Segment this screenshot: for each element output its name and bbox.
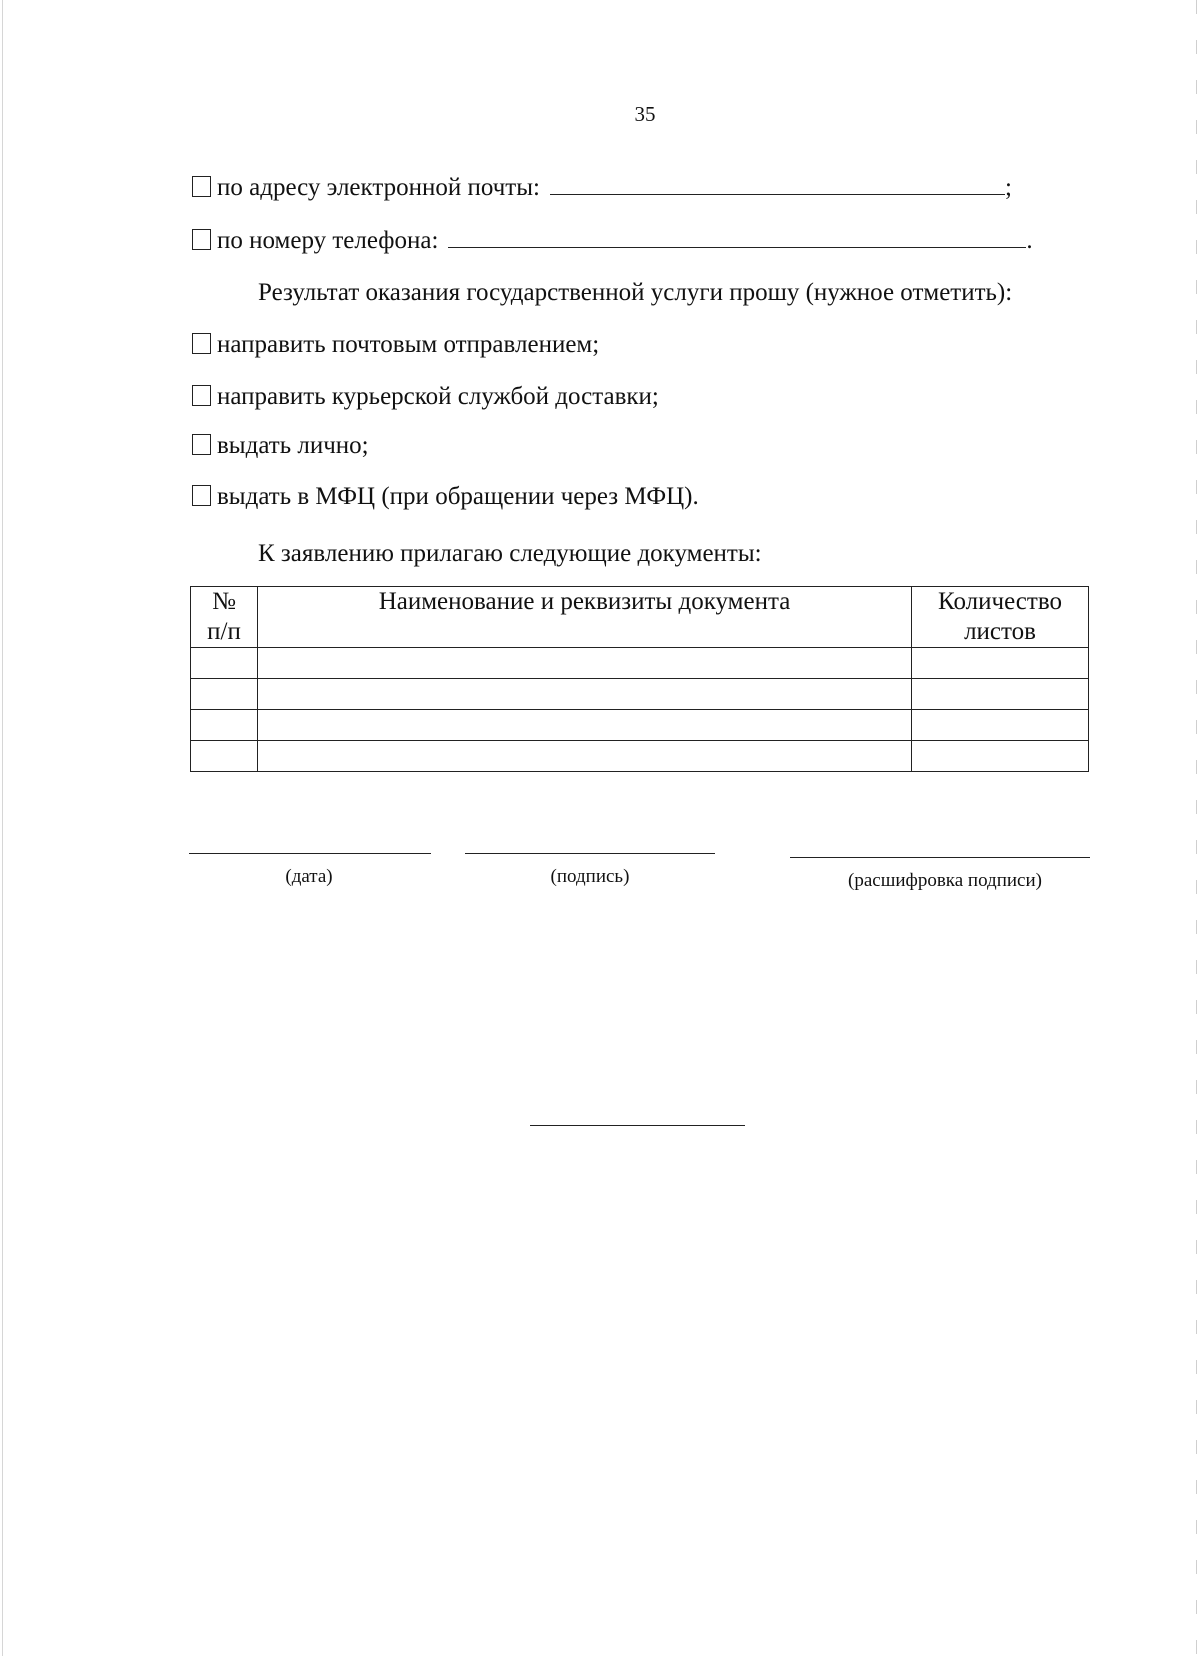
result-checkbox[interactable] xyxy=(192,385,211,406)
result-option-label: выдать лично; xyxy=(217,432,369,459)
table-header-number: № п/п xyxy=(191,587,258,648)
result-checkbox[interactable] xyxy=(192,434,211,455)
phone-label: по номеру телефона: xyxy=(217,227,439,254)
signature-decoding-caption: (расшифровка подписи) xyxy=(848,870,1042,891)
phone-field[interactable] xyxy=(448,225,1026,248)
signature-line[interactable] xyxy=(465,853,715,854)
email-end: ; xyxy=(1004,174,1012,201)
table-cell[interactable] xyxy=(258,710,912,741)
table-row xyxy=(191,648,1089,679)
table-cell[interactable] xyxy=(912,648,1089,679)
result-option xyxy=(192,382,659,412)
signature-caption: (подпись) xyxy=(550,866,630,887)
date-caption: (дата) xyxy=(285,866,333,887)
closing-line xyxy=(530,1125,745,1126)
result-option-label: направить курьерской службой доставки; xyxy=(217,383,659,410)
scan-edge-right xyxy=(1196,0,1197,1656)
table-row xyxy=(191,679,1089,710)
scan-edge-left xyxy=(2,0,3,1656)
table-cell[interactable] xyxy=(258,679,912,710)
table-cell[interactable] xyxy=(191,679,258,710)
table-cell[interactable] xyxy=(258,741,912,772)
table-header-name: Наименование и реквизиты документа xyxy=(258,587,912,648)
signature-decoding-line[interactable] xyxy=(790,857,1090,858)
phone-checkbox[interactable] xyxy=(192,229,211,250)
email-option xyxy=(192,172,1012,203)
result-option xyxy=(192,431,369,461)
table-cell[interactable] xyxy=(912,710,1089,741)
email-checkbox[interactable] xyxy=(192,176,211,197)
table-cell[interactable] xyxy=(191,741,258,772)
phone-end: . xyxy=(1026,227,1033,254)
table-cell[interactable] xyxy=(191,648,258,679)
documents-table xyxy=(190,586,1089,772)
table-cell[interactable] xyxy=(191,710,258,741)
page-number: 35 xyxy=(634,102,656,126)
table-header-row xyxy=(191,587,1089,648)
phone-option xyxy=(192,225,1033,256)
result-option xyxy=(192,482,699,512)
attachments-heading: К заявлению прилагаю следующие документы: xyxy=(258,540,762,567)
result-option-label: направить почтовым отправлением; xyxy=(217,331,600,358)
email-label: по адресу электронной почты: xyxy=(217,174,540,201)
email-field[interactable] xyxy=(550,172,1005,195)
table-cell[interactable] xyxy=(912,741,1089,772)
result-option-label: выдать в МФЦ (при обращении через МФЦ). xyxy=(217,483,699,510)
table-cell[interactable] xyxy=(912,679,1089,710)
result-option xyxy=(192,330,599,360)
date-line[interactable] xyxy=(189,853,431,854)
result-checkbox[interactable] xyxy=(192,333,211,354)
result-heading: Результат оказания государственной услуги прошу (нужное отметить): xyxy=(258,279,1013,306)
table-cell[interactable] xyxy=(258,648,912,679)
result-checkbox[interactable] xyxy=(192,485,211,506)
table-row xyxy=(191,741,1089,772)
table-row xyxy=(191,710,1089,741)
table-header-quantity: Количество листов xyxy=(912,587,1089,648)
